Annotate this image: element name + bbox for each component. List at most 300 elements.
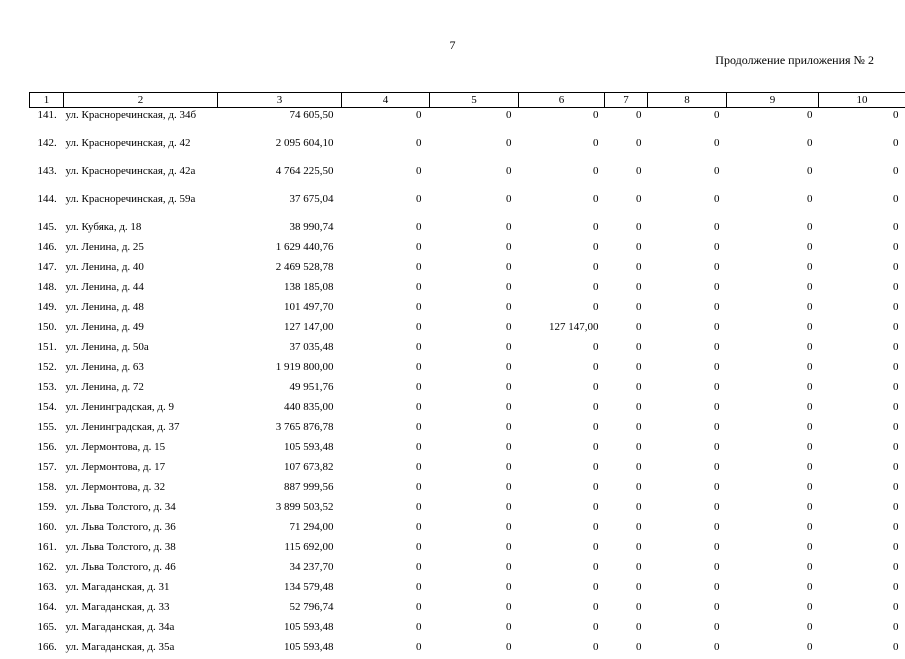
value-cell-col3: 138 185,08 [218, 279, 342, 299]
value-cell-col7: 0 [605, 459, 648, 479]
value-cell-col9: 0 [727, 319, 819, 339]
value-cell-col9: 0 [727, 339, 819, 359]
table-row [30, 191, 905, 219]
table-row [30, 559, 905, 579]
value-cell-col5: 0 [430, 239, 519, 259]
value-cell-col9: 0 [727, 135, 819, 163]
table-row [30, 539, 905, 559]
address-cell: ул. Ленина, д. 44 [64, 279, 218, 299]
value-cell-col5: 0 [430, 279, 519, 299]
value-cell-col5: 0 [430, 479, 519, 499]
value-cell-col10: 0 [819, 339, 905, 359]
value-cell-col6: 0 [519, 191, 605, 219]
row-number: 143. [30, 163, 64, 191]
value-cell-col8: 0 [648, 579, 727, 599]
value-cell-col10: 0 [819, 519, 905, 539]
address-cell: ул. Ленина, д. 63 [64, 359, 218, 379]
value-cell-col9: 0 [727, 499, 819, 519]
value-cell-col9: 0 [727, 399, 819, 419]
value-cell-col7: 0 [605, 379, 648, 399]
address-cell: ул. Красноречинская, д. 59а [64, 191, 218, 219]
value-cell-col9: 0 [727, 619, 819, 639]
value-cell-col7: 0 [605, 191, 648, 219]
value-cell-col8: 0 [648, 439, 727, 459]
value-cell-col5: 0 [430, 439, 519, 459]
row-number: 163. [30, 579, 64, 599]
value-cell-col6: 0 [519, 559, 605, 579]
value-cell-col10: 0 [819, 599, 905, 619]
value-cell-col4: 0 [342, 239, 430, 259]
value-cell-col9: 0 [727, 108, 819, 136]
value-cell-col6: 0 [519, 579, 605, 599]
value-cell-col3: 105 593,48 [218, 439, 342, 459]
value-cell-col6: 0 [519, 108, 605, 136]
value-cell-col7: 0 [605, 108, 648, 136]
value-cell-col5: 0 [430, 135, 519, 163]
row-number: 150. [30, 319, 64, 339]
value-cell-col4: 0 [342, 163, 430, 191]
value-cell-col9: 0 [727, 259, 819, 279]
value-cell-col4: 0 [342, 279, 430, 299]
row-number: 161. [30, 539, 64, 559]
value-cell-col10: 0 [819, 191, 905, 219]
value-cell-col5: 0 [430, 539, 519, 559]
value-cell-col7: 0 [605, 399, 648, 419]
value-cell-col6: 0 [519, 339, 605, 359]
value-cell-col3: 71 294,00 [218, 519, 342, 539]
value-cell-col8: 0 [648, 559, 727, 579]
value-cell-col10: 0 [819, 219, 905, 239]
value-cell-col3: 2 095 604,10 [218, 135, 342, 163]
value-cell-col9: 0 [727, 191, 819, 219]
address-cell: ул. Лермонтова, д. 32 [64, 479, 218, 499]
address-cell: ул. Льва Толстого, д. 34 [64, 499, 218, 519]
value-cell-col4: 0 [342, 619, 430, 639]
value-cell-col3: 2 469 528,78 [218, 259, 342, 279]
value-cell-col8: 0 [648, 459, 727, 479]
address-cell: ул. Ленинградская, д. 37 [64, 419, 218, 439]
value-cell-col7: 0 [605, 539, 648, 559]
address-cell: ул. Ленина, д. 40 [64, 259, 218, 279]
table-row [30, 599, 905, 619]
row-number: 148. [30, 279, 64, 299]
value-cell-col8: 0 [648, 519, 727, 539]
value-cell-col3: 52 796,74 [218, 599, 342, 619]
table-row [30, 419, 905, 439]
value-cell-col3: 3 899 503,52 [218, 499, 342, 519]
table-row [30, 359, 905, 379]
value-cell-col6: 0 [519, 379, 605, 399]
address-cell: ул. Магаданская, д. 34а [64, 619, 218, 639]
row-number: 153. [30, 379, 64, 399]
value-cell-col5: 0 [430, 108, 519, 136]
row-number: 156. [30, 439, 64, 459]
value-cell-col7: 0 [605, 163, 648, 191]
value-cell-col9: 0 [727, 579, 819, 599]
value-cell-col7: 0 [605, 279, 648, 299]
value-cell-col10: 0 [819, 419, 905, 439]
value-cell-col10: 0 [819, 619, 905, 639]
value-cell-col8: 0 [648, 379, 727, 399]
value-cell-col6: 0 [519, 479, 605, 499]
value-cell-col3: 134 579,48 [218, 579, 342, 599]
value-cell-col9: 0 [727, 479, 819, 499]
table-row [30, 219, 905, 239]
value-cell-col3: 4 764 225,50 [218, 163, 342, 191]
value-cell-col4: 0 [342, 579, 430, 599]
value-cell-col4: 0 [342, 339, 430, 359]
address-cell: ул. Красноречинская, д. 34б [64, 108, 218, 136]
value-cell-col5: 0 [430, 379, 519, 399]
value-cell-col3: 74 605,50 [218, 108, 342, 136]
value-cell-col6: 0 [519, 639, 605, 659]
value-cell-col8: 0 [648, 599, 727, 619]
value-cell-col4: 0 [342, 108, 430, 136]
value-cell-col3: 887 999,56 [218, 479, 342, 499]
value-cell-col5: 0 [430, 339, 519, 359]
address-cell: ул. Льва Толстого, д. 36 [64, 519, 218, 539]
value-cell-col4: 0 [342, 419, 430, 439]
value-cell-col7: 0 [605, 479, 648, 499]
value-cell-col3: 101 497,70 [218, 299, 342, 319]
value-cell-col8: 0 [648, 639, 727, 659]
table-row [30, 619, 905, 639]
row-number: 141. [30, 108, 64, 136]
column-header: 3 [218, 93, 342, 108]
value-cell-col10: 0 [819, 639, 905, 659]
value-cell-col10: 0 [819, 499, 905, 519]
table-row [30, 499, 905, 519]
value-cell-col8: 0 [648, 619, 727, 639]
value-cell-col9: 0 [727, 379, 819, 399]
row-number: 152. [30, 359, 64, 379]
value-cell-col10: 0 [819, 299, 905, 319]
table-body [30, 108, 905, 659]
row-number: 160. [30, 519, 64, 539]
table-row [30, 339, 905, 359]
row-number: 166. [30, 639, 64, 659]
value-cell-col5: 0 [430, 619, 519, 639]
value-cell-col5: 0 [430, 163, 519, 191]
address-cell: ул. Ленина, д. 48 [64, 299, 218, 319]
row-number: 155. [30, 419, 64, 439]
row-number: 159. [30, 499, 64, 519]
value-cell-col5: 0 [430, 359, 519, 379]
value-cell-col6: 0 [519, 163, 605, 191]
address-cell: ул. Лермонтова, д. 15 [64, 439, 218, 459]
address-cell: ул. Льва Толстого, д. 38 [64, 539, 218, 559]
address-cell: ул. Красноречинская, д. 42а [64, 163, 218, 191]
value-cell-col10: 0 [819, 379, 905, 399]
column-header: 8 [648, 93, 727, 108]
column-header: 9 [727, 93, 819, 108]
row-number: 154. [30, 399, 64, 419]
value-cell-col9: 0 [727, 219, 819, 239]
value-cell-col4: 0 [342, 439, 430, 459]
value-cell-col4: 0 [342, 539, 430, 559]
value-cell-col10: 0 [819, 135, 905, 163]
value-cell-col5: 0 [430, 191, 519, 219]
address-cell: ул. Лермонтова, д. 17 [64, 459, 218, 479]
value-cell-col9: 0 [727, 439, 819, 459]
value-cell-col7: 0 [605, 259, 648, 279]
value-cell-col9: 0 [727, 419, 819, 439]
value-cell-col3: 105 593,48 [218, 639, 342, 659]
value-cell-col3: 3 765 876,78 [218, 419, 342, 439]
table-row [30, 639, 905, 659]
value-cell-col10: 0 [819, 239, 905, 259]
value-cell-col5: 0 [430, 219, 519, 239]
column-header: 1 [30, 93, 64, 108]
value-cell-col10: 0 [819, 359, 905, 379]
value-cell-col7: 0 [605, 599, 648, 619]
value-cell-col7: 0 [605, 619, 648, 639]
value-cell-col8: 0 [648, 499, 727, 519]
value-cell-col4: 0 [342, 379, 430, 399]
value-cell-col6: 0 [519, 239, 605, 259]
value-cell-col5: 0 [430, 519, 519, 539]
value-cell-col6: 0 [519, 619, 605, 639]
value-cell-col8: 0 [648, 399, 727, 419]
value-cell-col5: 0 [430, 499, 519, 519]
value-cell-col4: 0 [342, 219, 430, 239]
value-cell-col8: 0 [648, 299, 727, 319]
page-number: 7 [0, 38, 905, 53]
value-cell-col3: 105 593,48 [218, 619, 342, 639]
value-cell-col6: 0 [519, 399, 605, 419]
value-cell-col3: 115 692,00 [218, 539, 342, 559]
value-cell-col7: 0 [605, 299, 648, 319]
table-row [30, 135, 905, 163]
address-cell: ул. Льва Толстого, д. 46 [64, 559, 218, 579]
table-row [30, 579, 905, 599]
value-cell-col9: 0 [727, 559, 819, 579]
value-cell-col3: 34 237,70 [218, 559, 342, 579]
value-cell-col9: 0 [727, 163, 819, 191]
value-cell-col4: 0 [342, 599, 430, 619]
value-cell-col3: 1 919 800,00 [218, 359, 342, 379]
row-number: 145. [30, 219, 64, 239]
value-cell-col4: 0 [342, 399, 430, 419]
column-header: 2 [64, 93, 218, 108]
value-cell-col3: 440 835,00 [218, 399, 342, 419]
value-cell-col5: 0 [430, 639, 519, 659]
table-row [30, 479, 905, 499]
value-cell-col4: 0 [342, 499, 430, 519]
row-number: 157. [30, 459, 64, 479]
row-number: 158. [30, 479, 64, 499]
table-row [30, 108, 905, 136]
value-cell-col9: 0 [727, 459, 819, 479]
address-cell: ул. Красноречинская, д. 42 [64, 135, 218, 163]
value-cell-col6: 0 [519, 359, 605, 379]
address-cell: ул. Магаданская, д. 35а [64, 639, 218, 659]
table-row [30, 379, 905, 399]
value-cell-col3: 127 147,00 [218, 319, 342, 339]
value-cell-col4: 0 [342, 359, 430, 379]
row-number: 165. [30, 619, 64, 639]
value-cell-col10: 0 [819, 579, 905, 599]
value-cell-col8: 0 [648, 359, 727, 379]
value-cell-col7: 0 [605, 239, 648, 259]
value-cell-col4: 0 [342, 135, 430, 163]
value-cell-col8: 0 [648, 108, 727, 136]
value-cell-col7: 0 [605, 319, 648, 339]
table-row [30, 279, 905, 299]
table-row [30, 319, 905, 339]
value-cell-col10: 0 [819, 319, 905, 339]
address-cell: ул. Ленина, д. 49 [64, 319, 218, 339]
value-cell-col3: 49 951,76 [218, 379, 342, 399]
value-cell-col4: 0 [342, 519, 430, 539]
value-cell-col8: 0 [648, 191, 727, 219]
column-header: 7 [605, 93, 648, 108]
value-cell-col8: 0 [648, 135, 727, 163]
data-table [29, 92, 905, 659]
column-header: 6 [519, 93, 605, 108]
value-cell-col8: 0 [648, 163, 727, 191]
value-cell-col5: 0 [430, 419, 519, 439]
column-header: 4 [342, 93, 430, 108]
value-cell-col6: 0 [519, 419, 605, 439]
value-cell-col8: 0 [648, 259, 727, 279]
address-cell: ул. Магаданская, д. 33 [64, 599, 218, 619]
value-cell-col6: 0 [519, 539, 605, 559]
value-cell-col7: 0 [605, 359, 648, 379]
value-cell-col6: 0 [519, 135, 605, 163]
value-cell-col7: 0 [605, 579, 648, 599]
value-cell-col4: 0 [342, 559, 430, 579]
value-cell-col6: 0 [519, 279, 605, 299]
address-cell: ул. Ленинградская, д. 9 [64, 399, 218, 419]
value-cell-col7: 0 [605, 339, 648, 359]
value-cell-col9: 0 [727, 239, 819, 259]
value-cell-col4: 0 [342, 299, 430, 319]
value-cell-col6: 0 [519, 499, 605, 519]
table-row [30, 239, 905, 259]
address-cell: ул. Кубяка, д. 18 [64, 219, 218, 239]
address-cell: ул. Ленина, д. 25 [64, 239, 218, 259]
value-cell-col7: 0 [605, 135, 648, 163]
column-header: 5 [430, 93, 519, 108]
value-cell-col3: 37 035,48 [218, 339, 342, 359]
value-cell-col10: 0 [819, 539, 905, 559]
row-number: 151. [30, 339, 64, 359]
value-cell-col6: 0 [519, 299, 605, 319]
continuation-caption: Продолжение приложения № 2 [715, 53, 874, 68]
value-cell-col6: 0 [519, 259, 605, 279]
value-cell-col9: 0 [727, 279, 819, 299]
value-cell-col10: 0 [819, 559, 905, 579]
value-cell-col7: 0 [605, 519, 648, 539]
value-cell-col10: 0 [819, 259, 905, 279]
value-cell-col5: 0 [430, 259, 519, 279]
table-row [30, 519, 905, 539]
value-cell-col4: 0 [342, 479, 430, 499]
value-cell-col8: 0 [648, 219, 727, 239]
value-cell-col9: 0 [727, 639, 819, 659]
value-cell-col9: 0 [727, 599, 819, 619]
value-cell-col6: 0 [519, 439, 605, 459]
value-cell-col3: 107 673,82 [218, 459, 342, 479]
value-cell-col8: 0 [648, 319, 727, 339]
value-cell-col7: 0 [605, 419, 648, 439]
value-cell-col6: 0 [519, 599, 605, 619]
table-row [30, 439, 905, 459]
value-cell-col10: 0 [819, 459, 905, 479]
row-number: 164. [30, 599, 64, 619]
value-cell-col7: 0 [605, 439, 648, 459]
value-cell-col5: 0 [430, 399, 519, 419]
value-cell-col9: 0 [727, 539, 819, 559]
address-cell: ул. Ленина, д. 50а [64, 339, 218, 359]
value-cell-col3: 38 990,74 [218, 219, 342, 239]
value-cell-col8: 0 [648, 419, 727, 439]
value-cell-col10: 0 [819, 163, 905, 191]
value-cell-col6: 0 [519, 519, 605, 539]
value-cell-col10: 0 [819, 399, 905, 419]
value-cell-col6: 127 147,00 [519, 319, 605, 339]
row-number: 144. [30, 191, 64, 219]
value-cell-col4: 0 [342, 459, 430, 479]
value-cell-col7: 0 [605, 559, 648, 579]
value-cell-col9: 0 [727, 519, 819, 539]
value-cell-col9: 0 [727, 299, 819, 319]
row-number: 147. [30, 259, 64, 279]
table-row [30, 399, 905, 419]
value-cell-col4: 0 [342, 191, 430, 219]
value-cell-col4: 0 [342, 259, 430, 279]
value-cell-col8: 0 [648, 279, 727, 299]
value-cell-col5: 0 [430, 459, 519, 479]
value-cell-col7: 0 [605, 219, 648, 239]
value-cell-col4: 0 [342, 319, 430, 339]
address-cell: ул. Ленина, д. 72 [64, 379, 218, 399]
value-cell-col8: 0 [648, 339, 727, 359]
value-cell-col3: 1 629 440,76 [218, 239, 342, 259]
value-cell-col3: 37 675,04 [218, 191, 342, 219]
value-cell-col10: 0 [819, 479, 905, 499]
table-row [30, 259, 905, 279]
value-cell-col9: 0 [727, 359, 819, 379]
row-number: 142. [30, 135, 64, 163]
table-row [30, 299, 905, 319]
value-cell-col10: 0 [819, 279, 905, 299]
row-number: 162. [30, 559, 64, 579]
table-row [30, 459, 905, 479]
value-cell-col5: 0 [430, 559, 519, 579]
table-header-row [30, 93, 905, 108]
column-header: 10 [819, 93, 905, 108]
value-cell-col5: 0 [430, 299, 519, 319]
value-cell-col6: 0 [519, 219, 605, 239]
address-cell: ул. Магаданская, д. 31 [64, 579, 218, 599]
value-cell-col5: 0 [430, 579, 519, 599]
value-cell-col7: 0 [605, 499, 648, 519]
value-cell-col10: 0 [819, 108, 905, 136]
value-cell-col5: 0 [430, 599, 519, 619]
value-cell-col7: 0 [605, 639, 648, 659]
value-cell-col8: 0 [648, 239, 727, 259]
value-cell-col4: 0 [342, 639, 430, 659]
row-number: 149. [30, 299, 64, 319]
value-cell-col8: 0 [648, 539, 727, 559]
row-number: 146. [30, 239, 64, 259]
value-cell-col5: 0 [430, 319, 519, 339]
value-cell-col10: 0 [819, 439, 905, 459]
table-row [30, 163, 905, 191]
value-cell-col6: 0 [519, 459, 605, 479]
